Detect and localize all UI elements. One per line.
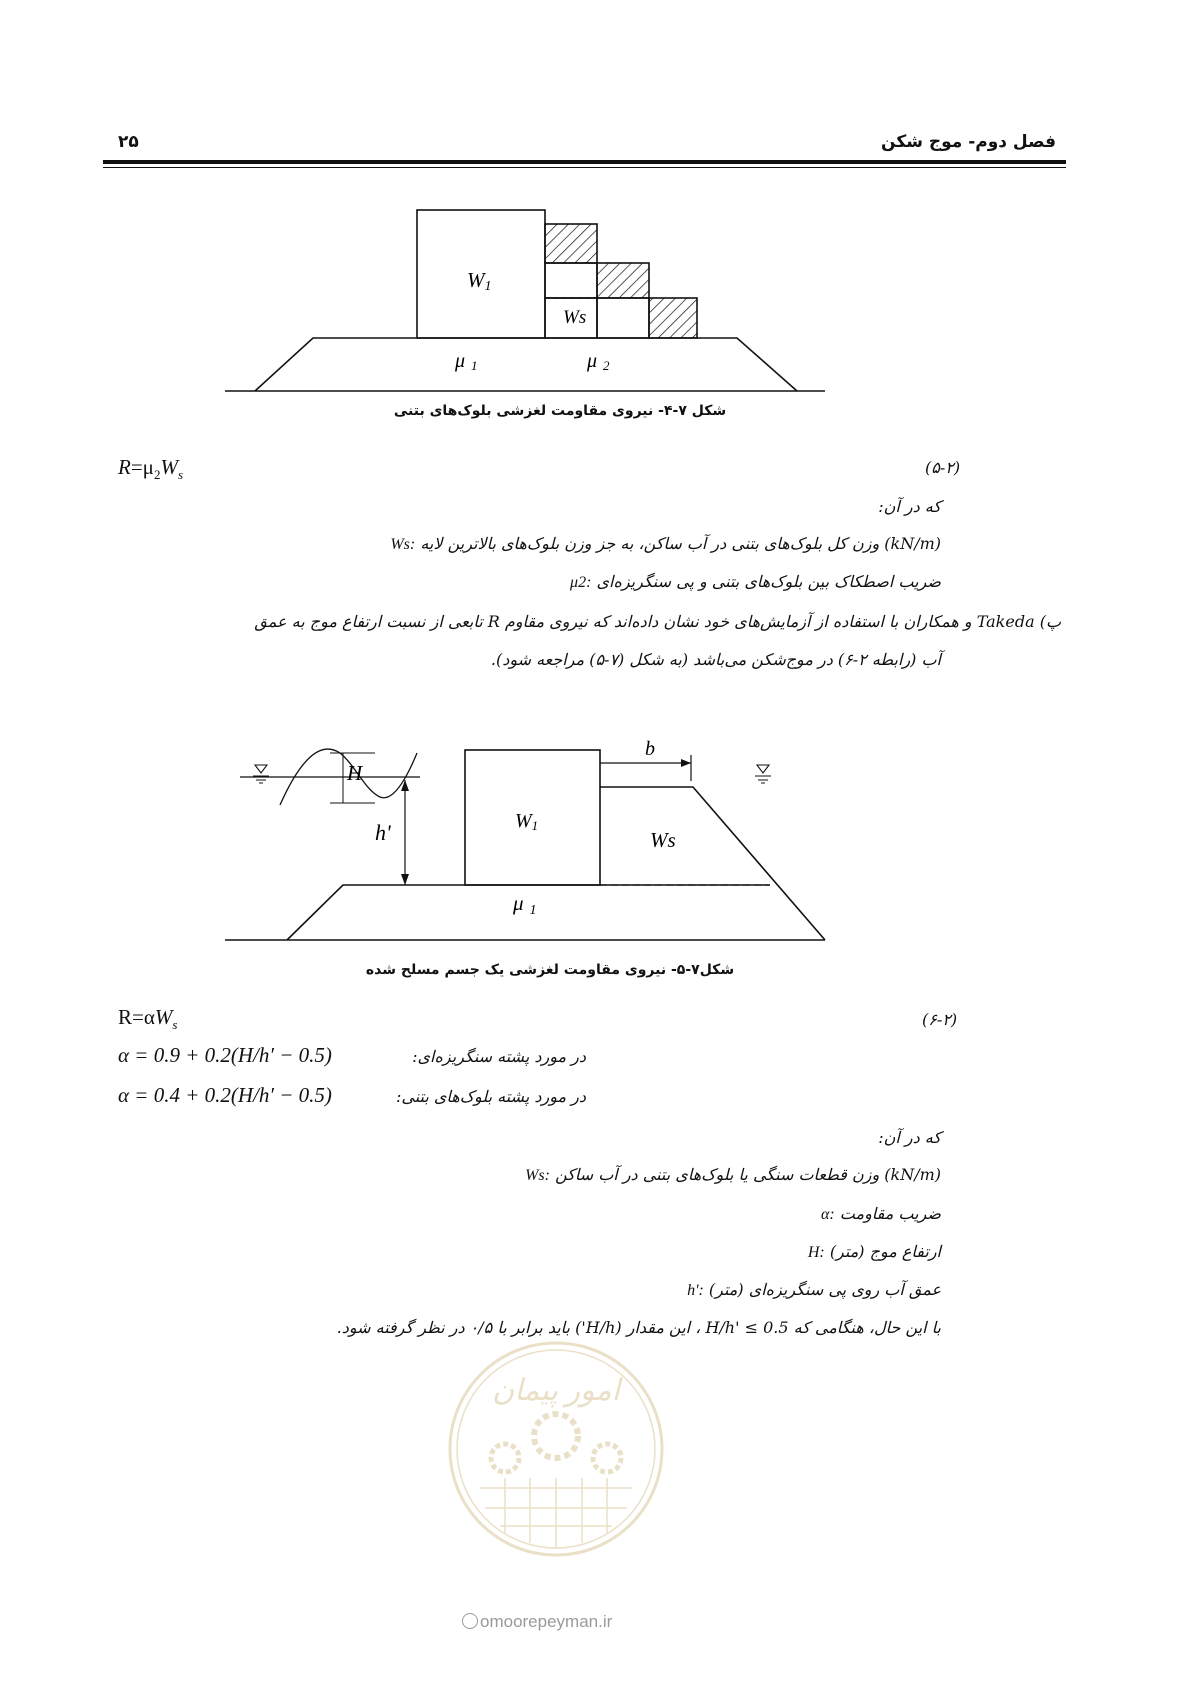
block-1b bbox=[545, 263, 597, 298]
chapter-title: فصل دوم- موج شکن bbox=[881, 132, 1056, 152]
equation-6-2: $R=\alpha W_s$ bbox=[118, 1005, 178, 1033]
alpha-formula-gravel: α = 0.9 + 0.2(H/h′ − 0.5) bbox=[118, 1043, 332, 1067]
defs1-ws-line bbox=[390, 534, 941, 554]
globe-icon bbox=[462, 1613, 478, 1629]
defs2-ws-line bbox=[525, 1165, 941, 1185]
defs1-mu2-symbol: μ2: bbox=[570, 574, 592, 591]
defs2-ws-text: وزن قطعات سنگی یا بلوک‌های بتنی در آب ساکن (kN/m) bbox=[555, 1165, 941, 1184]
h-prime-arrow-bottom bbox=[401, 874, 409, 885]
defs1-ws-text: وزن کل بلوک‌های بتنی در آب ساکن، به جز وزن بلوک‌های بالاترین لایه (kN/m) bbox=[420, 534, 941, 553]
header-rule-thin bbox=[103, 167, 1066, 168]
alpha-label-gravel: در مورد پشته سنگریزه‌ای: bbox=[412, 1047, 586, 1066]
defs2-ws-symbol: Ws: bbox=[525, 1167, 550, 1184]
water-level-marker-left bbox=[253, 765, 269, 783]
hatched-block-3 bbox=[649, 298, 697, 338]
equation-5-2: $R=\mu_2W_s$ bbox=[118, 455, 183, 483]
defs2-h-line bbox=[808, 1242, 941, 1262]
defs2-hprime-symbol: h': bbox=[687, 1282, 704, 1299]
defs2-alpha-line bbox=[821, 1204, 941, 1224]
defs2-hprime-line bbox=[687, 1280, 941, 1300]
figure-2-caption: شکل۷-۵- نیروی مقاومت لغزشی یک جسم مسلح شده bbox=[365, 962, 735, 978]
mu1-label: μ 1 bbox=[513, 891, 537, 918]
figure-1-diagram bbox=[225, 205, 825, 397]
alpha-formula-block: α = 0.4 + 0.2(H/h′ − 0.5) bbox=[118, 1083, 332, 1107]
hatched-block-1 bbox=[545, 224, 597, 263]
defs1-ws-symbol: Ws: bbox=[390, 536, 416, 553]
w1-label: W1 bbox=[515, 810, 539, 833]
hatched-block-2 bbox=[597, 263, 649, 298]
equation-5-2-number: (۵-۲) bbox=[925, 458, 961, 477]
header-rule-thick bbox=[103, 160, 1066, 164]
watermark-logo bbox=[445, 1338, 667, 1560]
watermark-url-text: omoorepeyman.ir bbox=[480, 1612, 613, 1631]
alpha-label-block: در مورد پشته بلوک‌های بتنی: bbox=[395, 1087, 586, 1106]
defs2-intro: که در آن: bbox=[878, 1128, 941, 1147]
paragraph-line-1: پ) Takeda و همکاران با استفاده از آزمایش‌های خود نشان داده‌اند که نیروی مقاوم R تابعی از نسبت ارتفاع موج به عمق bbox=[254, 612, 1061, 631]
b-label: b bbox=[645, 738, 655, 760]
mu2-label: μ 2 bbox=[587, 350, 610, 373]
water-level-marker-right bbox=[755, 765, 771, 783]
block-2b bbox=[597, 298, 649, 338]
h-prime-label: h' bbox=[375, 820, 391, 845]
w1-label: W1 bbox=[467, 268, 492, 294]
equation-6-2-number: (۶-۲) bbox=[922, 1010, 958, 1029]
mu1-label: μ 1 bbox=[455, 350, 478, 373]
b-arrow-right bbox=[681, 759, 691, 767]
watermark-url bbox=[462, 1612, 612, 1632]
armor-slope bbox=[600, 787, 825, 940]
paragraph-line-2: آب (رابطه ۲-۶) در موج‌شکن می‌باشد (به شکل (۷-۵) مراجعه شود). bbox=[490, 650, 941, 669]
ws-label: Ws bbox=[563, 307, 587, 328]
defs1-mu2-text: ضریب اصطکاک بین بلوک‌های بتنی و پی سنگریزه‌ای bbox=[596, 572, 941, 591]
h-label: H bbox=[347, 761, 363, 785]
svg-text:امور پیمان: امور پیمان bbox=[492, 1374, 620, 1407]
defs1-intro: که در آن: bbox=[878, 497, 941, 516]
defs2-h-symbol: H: bbox=[807, 1244, 825, 1261]
defs2-hprime-text: عمق آب روی پی سنگریزه‌ای (متر) bbox=[708, 1280, 941, 1299]
defs1-mu2-line bbox=[570, 572, 941, 592]
defs2-h-text: ارتفاع موج (متر) bbox=[829, 1242, 941, 1261]
defs2-alpha-symbol: α: bbox=[820, 1206, 835, 1223]
defs2-note: با این حال، هنگامی که H/h' ≤ 0.5 ، این مقدار (H/h') باید برابر با ۰/۵ در نظر گرفته شود. bbox=[336, 1318, 941, 1337]
mound-outline bbox=[287, 885, 770, 940]
defs2-alpha-text: ضریب مقاومت bbox=[839, 1204, 941, 1223]
ws-label: Ws bbox=[650, 828, 676, 852]
figure-2-diagram bbox=[225, 735, 855, 947]
page-number: ۲۵ bbox=[118, 132, 139, 152]
figure-1-caption: شکل ۷-۴- نیروی مقاومت لغزشی بلوک‌های بتنی bbox=[393, 403, 727, 419]
mound-outline bbox=[255, 338, 797, 391]
